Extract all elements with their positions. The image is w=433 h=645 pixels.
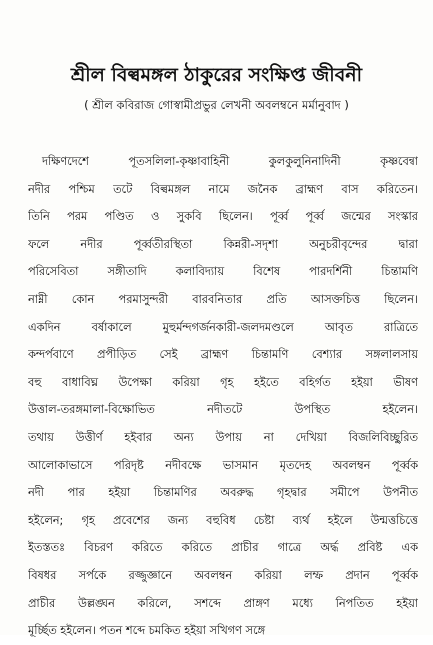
text-line: ফলে নদীর পূর্ব্বতীরস্থিতা কিন্নরী-সদৃশা অনুচরীবৃন্দের দ্বারা xyxy=(28,237,418,251)
body-text xyxy=(28,148,418,645)
page-subtitle: ( শ্রীল কবিরাজ গোস্বামীপ্রভুর লেখনী অবলম্বনে মর্মানুবাদ ) xyxy=(84,98,349,112)
text-line: মূর্চ্ছিত হইলেন। পতন শব্দে চমকিত হইয়া সখিগণ সঙ্গে xyxy=(28,624,265,638)
text-line: পরিসেবিতা সঙ্গীতাদি কলাবিদ্যায় বিশেষ পারদর্শিনী চিন্তামণি xyxy=(28,265,418,279)
text-line: একদিন বর্ষাকালে মুহুর্মন্দগর্জনকারী-জলদমণ্ডলে আবৃত রাত্রিতে xyxy=(28,320,418,334)
text-line: তথায় উত্তীর্ণ হইবার অন্য উপায় না দেখিয়া বিজলিবিচ্ছুরিত xyxy=(28,430,418,444)
text-line: নদী পার হইয়া চিন্তামণির অবরুদ্ধ গৃহদ্বার সমীপে উপনীত xyxy=(28,486,418,500)
page-title: শ্রীল বিল্বমঙ্গল ঠাকুরের সংক্ষিপ্ত জীবনী xyxy=(70,64,363,86)
text-line: প্রাচীর উল্লঙ্ঘন করিলে, সশব্দে প্রাঙ্গণ মধ্যে নিপতিত হইয়া xyxy=(28,596,418,610)
text-line: বহু বাধাবিঘ্ন উপেক্ষা করিয়া গৃহ হইতে বহির্গত হইয়া ভীষণ xyxy=(28,375,418,389)
text-line: উত্তাল-তরঙ্গমালা-বিক্ষোভিত নদীতটে উপস্থিত হইলেন। xyxy=(28,403,418,417)
text-line: কন্দর্পবাণে প্রপীড়িত সেই ব্রাহ্মণ চিন্তামণি বেশ্যার সঙ্গলালসায় xyxy=(28,348,418,362)
text-line: ইতস্ততঃ বিচরণ করিতে করিতে প্রাচীর গাত্রে অর্দ্ধ প্রবিষ্ট এক xyxy=(28,541,418,555)
text-line: দক্ষিণদেশে পূতসলিলা-কৃষ্ণাবাহিনী কুলকুলুনিনাদিনী কৃষ্ণবেন্বা xyxy=(42,155,418,168)
text-line: বিষধর সর্পকে রজ্জুজ্ঞানে অবলম্বন করিয়া লম্ফ প্রদান পূর্ব্বক xyxy=(28,568,418,582)
text-line: তিনি পরম পণ্ডিত ও সুকবি ছিলেন। পূর্ব্ব পূর্ব্ব জন্মের সংস্কার xyxy=(28,210,418,224)
text-line: হইলেন; গৃহ প্রবেশের জন্য বহুবিধ চেষ্টা ব্যর্থ হইলে উন্মত্তচিত্তে xyxy=(28,513,418,527)
text-line: নাম্নী কোন পরমাসুন্দরী বারবনিতার প্রতি আসক্তচিত্ত ছিলেন। xyxy=(28,292,418,306)
text-line: আলোকাভাসে পরিদৃষ্ট নদীবক্ষে ভাসমান মৃতদেহ অবলম্বন পূর্ব্বক xyxy=(28,458,418,472)
text-line: নদীর পশ্চিম তটে বিল্বমঙ্গল নামে জনৈক ব্রাহ্মণ বাস করিতেন। xyxy=(28,182,418,196)
